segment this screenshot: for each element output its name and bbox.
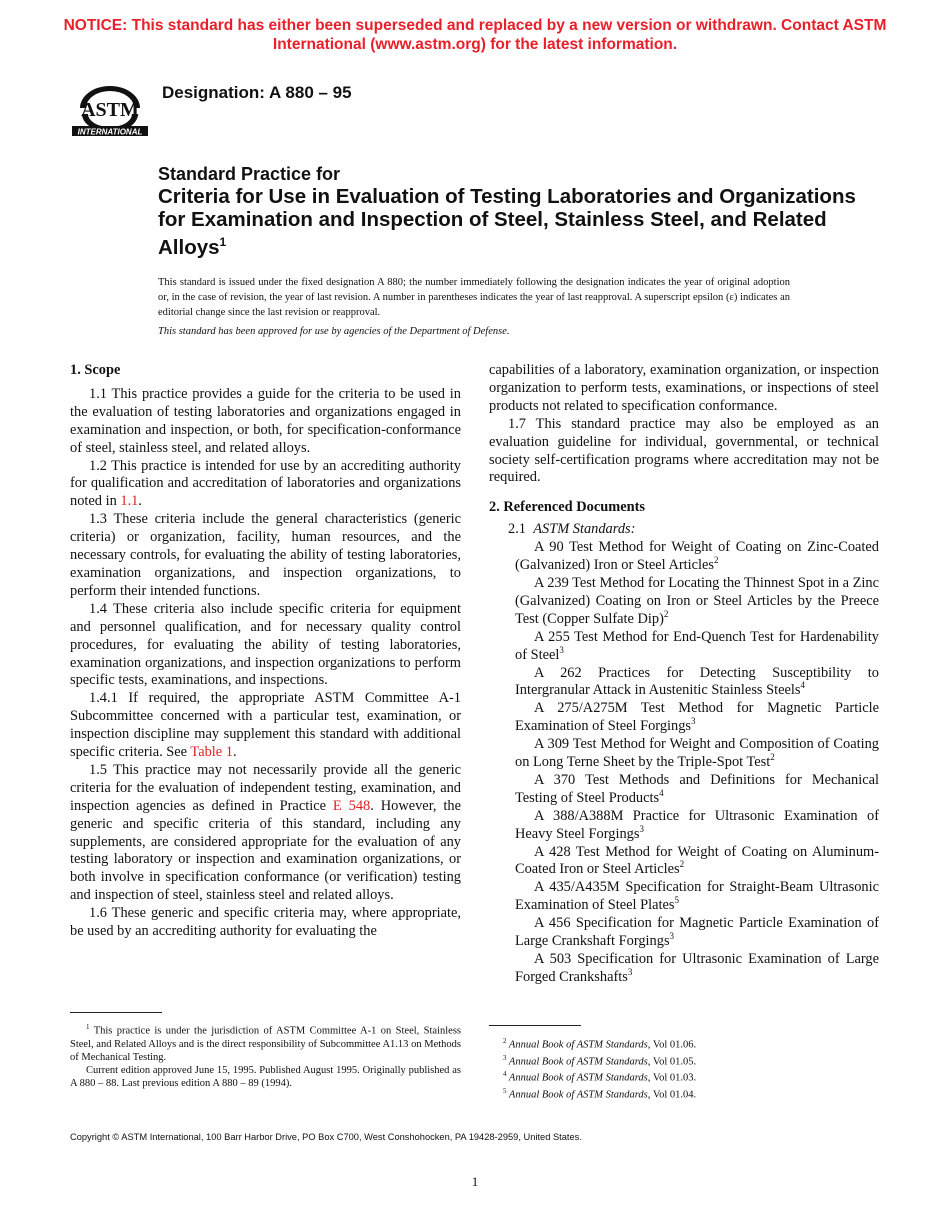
withdrawal-notice [40, 16, 910, 54]
copyright: Copyright © ASTM International, 100 Barr Harbor Drive, PO Box C700, West Conshohocken, PA 19428-2959, United States. [70, 1132, 582, 1142]
referenced-standard-item: A 262 Practices for Detecting Susceptibility to Intergranular Attack in Austenitic Stainless Steels$^4$ [515, 664, 879, 699]
referenced-standard-item: A 309 Test Method for Weight and Composition of Coating on Long Terne Sheet by the Triple-Spot Test$^2$ [515, 736, 879, 771]
right-column [489, 362, 879, 987]
title-line-1: Standard Practice for [158, 164, 341, 184]
referenced-standard-item: A 239 Test Method for Locating the Thinnest Spot in a Zinc (Galvanized) Coating on Iron or Steel Articles by the Preece Test (Copper Sulfate Dip)$^2$ [515, 574, 879, 627]
para-1-6: 1.6 These generic and specific criteria may, where appropriate, be used by an accrediting authority for evaluating the [70, 905, 461, 940]
link-e-548[interactable]: E 548 [332, 797, 371, 814]
footnote-mark: 3 [559, 644, 564, 655]
title-footnote-mark: 1 [219, 235, 227, 249]
para-1-4: 1.4 These criteria also include specific criteria for equipment and personnel qualification, and for necessary quality control procedures, for evaluating the ability of testing laboratories, examination organizations, and inspection organizations to perform specific tests, examinations, and inspections. [70, 600, 461, 689]
footnote-5: $^5$ Annual Book of ASTM Standards, Vol 01.04. [503, 1086, 697, 1100]
link-table-1[interactable]: Table 1 [190, 744, 233, 761]
footnote-mark: 3 [627, 967, 633, 978]
para-1-7: 1.7 This standard practice may also be employed as an evaluation guideline for individual, governmental, or technical society self-certification programs where accreditation may not be required. [489, 415, 879, 486]
footnotes-left [70, 1021, 461, 1090]
footnote-mark: 4 [659, 788, 664, 799]
para-1-2: 1.2 This practice is intended for use by an accrediting authority for qualification and accreditation of laboratories and organizations noted in 1.1. [70, 457, 461, 510]
footnote-mark: 4 [800, 680, 805, 691]
referenced-standard-item: A 255 Test Method for End-Quench Test for Hardenability of Steel$^3$ [515, 628, 879, 663]
footnote-mark: 2 [679, 859, 685, 870]
footnote-1: $^1$ This practice is under the jurisdiction of ASTM Committee A-1 on Steel, Stainless Steel, and Related Alloys and is the direct responsibility of Subcommittee A1.13 on Methods of Mechanical Testing. [70, 1023, 461, 1063]
logo-international: INTERNATIONAL [77, 127, 143, 137]
para-1-3: 1.3 These criteria include the general characteristics (generic criteria) or organization, facility, human resources, and the necessary controls, for evaluating the ability of testing laboratories, examination organizations, and inspection organizations, to perform their intended functions. [70, 511, 461, 599]
footnote-current-edition: Current edition approved June 15, 1995. Published August 1995. Originally published as A 880 – 88. Last previous edition A 880 – 89 (1994). [70, 1064, 461, 1089]
notice-line-2: International (www.astm.org) for the latest information. [272, 36, 678, 53]
referenced-standard-item: A 503 Specification for Ultrasonic Examination of Large Forged Crankshafts$^3$ [515, 951, 879, 985]
footnote-mark: 2 [770, 752, 775, 763]
referenced-standards-list [489, 539, 879, 987]
footnote-mark: 3 [639, 823, 644, 834]
footnote-2: $^2$ Annual Book of ASTM Standards, Vol 01.06. [503, 1037, 697, 1051]
notice-line-1: NOTICE: This standard has either been superseded and replaced by a new version or withdrawn. Contact ASTM [63, 17, 887, 34]
para-1-4-1: 1.4.1 If required, the appropriate ASTM Committee A-1 Subcommittee concerned with a particular test, examination, or inspection discipline may supplement this standard with additional specific criteria. See Table 1. [70, 690, 461, 761]
footnote-rule-left [70, 1012, 162, 1013]
scope-heading: 1. Scope [70, 362, 121, 378]
title-block [158, 163, 858, 259]
page-number: 1 [471, 1174, 479, 1189]
footnote-mark: 2 [663, 608, 669, 619]
referenced-standard-item: A 90 Test Method for Weight of Coating on Zinc-Coated (Galvanized) Iron or Steel Articles$^2$ [515, 539, 879, 574]
referenced-standard-item: A 370 Test Methods and Definitions for Mechanical Testing of Steel Products$^4$ [515, 771, 879, 806]
referenced-standard-item: A 428 Test Method for Weight of Coating on Aluminum-Coated Iron or Steel Articles$^2$ [515, 843, 879, 878]
logo-letters: ASTM [81, 99, 139, 121]
referenced-standard-item: A 456 Specification for Magnetic Particle Examination of Large Crankshaft Forgings$^3$ [515, 915, 879, 950]
footnote-rule-right [489, 1025, 581, 1026]
footnote-4: $^4$ Annual Book of ASTM Standards, Vol 01.03. [503, 1070, 697, 1084]
referenced-documents-heading: 2. Referenced Documents [489, 499, 645, 516]
title-main-text: Criteria for Use in Evaluation of Testing Laboratories and Organizations for Examination and Inspection of Steel, Stainless Steel, and Related Alloys [158, 185, 856, 259]
footnote-3: $^3$ Annual Book of ASTM Standards, Vol 01.05. [503, 1053, 697, 1067]
footnote-mark: 2 [714, 555, 719, 566]
footnotes-right [489, 1035, 879, 1101]
astm-international-logo-icon [70, 78, 150, 140]
para-1-6-continued: capabilities of a laboratory, examination organization, or inspection organization to perform tests, examinations, or inspections of steel products not related to specification conformance. [489, 362, 879, 414]
approved-text: This standard has been approved for use by agencies of the Department of Defense. [158, 326, 510, 337]
referenced-standard-item: A 275/A275M Test Method for Magnetic Particle Examination of Steel Forgings$^3$ [515, 700, 879, 735]
designation: Designation: A 880 – 95 [162, 83, 352, 102]
footnote-mark: 5 [674, 895, 679, 906]
referenced-standard-item: A 388/A388M Practice for Ultrasonic Examination of Heavy Steel Forgings$^3$ [515, 807, 879, 842]
referenced-standard-item: A 435/A435M Specification for Straight-Beam Ultrasonic Examination of Steel Plates$^5$ [515, 879, 879, 914]
para-1-5: 1.5 This practice may not necessarily provide all the generic criteria for the evaluation of independent testing, examination, and inspection agencies as defined in Practice E 548. However, the generic and specific criteria of this standard, including any supplements, are considered appropriate for the evaluation of any testing laboratory or inspection and examination organizations, or both involve in specification conformance (or verification) testing and inspection of steel, stainless steel and related alloys. [70, 761, 462, 904]
subsection-2-1: 2.1 ASTM Standards: [508, 521, 636, 538]
link-1-1[interactable]: 1.1 [120, 493, 139, 510]
left-column [70, 362, 461, 941]
para-1-1: 1.1 This practice provides a guide for the criteria to be used in the evaluation of testing laboratories and organizations engaged in examination and inspection, or both, for specification-conformance of steel, stainless steel, and related alloys. [70, 385, 461, 456]
title-main [158, 185, 858, 259]
footnote-mark: 3 [669, 931, 675, 942]
footnote-mark: 3 [691, 716, 696, 727]
issued-text: This standard is issued under the fixed designation A 880; the number immediately following the designation indicates the year of original adoption or, in the case of revision, the year of last revision. A number in parentheses indicates the year of last reapproval. A superscript epsilon (ε) indicates an editorial change since the last revision or reapproval. [158, 277, 790, 318]
